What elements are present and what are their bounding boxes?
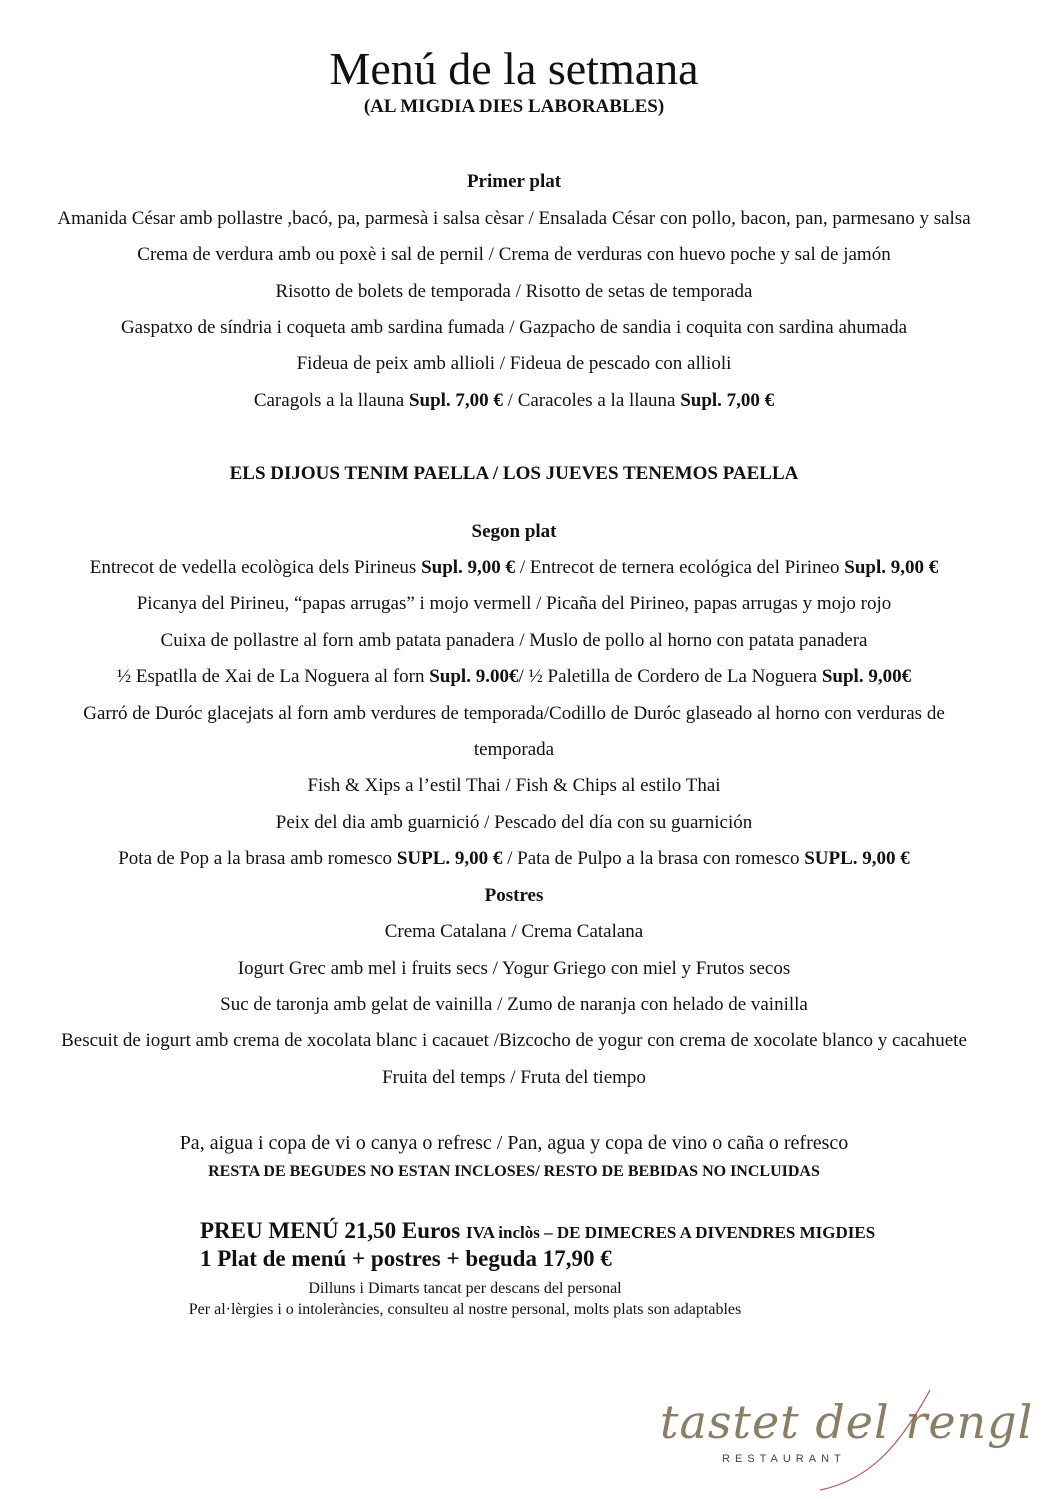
logo-name: tastet del rengl [660, 1395, 1034, 1449]
menu-item: Cuixa de pollastre al forn amb patata panadera / Muslo de pollo al horno con patata panadera [160, 630, 868, 651]
supplement-price: SUPL. 9,00 € [804, 848, 910, 869]
menu-item: Bescuit de iogurt amb crema de xocolata blanc i cacauet /Bizcocho de yogur con crema de xocolate blanco y cacahuete [61, 1030, 967, 1051]
page-subtitle: (AL MIGDIA DIES LABORABLES) [363, 96, 665, 117]
supplement-price: SUPL. 9,00 € [396, 848, 503, 869]
supplement-price: Supl. 9,00 € [844, 557, 939, 578]
postres-heading: Postres [484, 885, 544, 906]
item-text: Entrecot de vedella ecològica dels Pirineus [89, 557, 422, 578]
menu-item: Crema de verdura amb ou poxè i sal de pernil / Crema de verduras con huevo poche y sal de jamón [137, 244, 891, 265]
item-text: / Entrecot de ternera ecológica del Pirineo [515, 557, 845, 578]
menu-item: Fideua de peix amb allioli / Fideua de pescado con allioli [296, 353, 732, 374]
menu-item: Iogurt Grec amb mel i fruits secs / Yogur Griego con miel y Frutos secos [237, 958, 791, 979]
supplement-price: Supl. 7,00 € [408, 390, 503, 411]
supplement-price: Supl. 7,00 € [680, 390, 775, 411]
logo-subtitle: RESTAURANT [722, 1453, 846, 1465]
menu-item: Picanya del Pirineu, “papas arrugas” i mojo vermell / Picaña del Pirineo, papas arrugas y mojo rojo [136, 593, 892, 614]
drinks-included: Pa, aigua i copa de vi o canya o refresc / Pan, agua y copa de vino o caña o refresco [179, 1132, 849, 1154]
item-text: Pota de Pop a la brasa amb romesco [118, 848, 397, 869]
item-text: / ½ Paletilla de Cordero de La Noguera [518, 666, 822, 687]
logo-swoosh-icon [780, 1385, 940, 1495]
price-main: PREU MENÚ 21,50 Euros [200, 1218, 467, 1243]
supplement-price: Supl. 9,00 € [421, 557, 516, 578]
menu-item: Risotto de bolets de temporada / Risotto de setas de temporada [275, 281, 753, 302]
menu-item: Crema Catalana / Crema Catalana [384, 921, 644, 942]
menu-item: Suc de taronja amb gelat de vainilla / Zumo de naranja con helado de vainilla [220, 994, 808, 1015]
paella-notice: ELS DIJOUS TENIM PAELLA / LOS JUEVES TENEMOS PAELLA [229, 463, 799, 484]
menu-price [200, 1218, 1020, 1246]
item-text: / Pata de Pulpo a la brasa con romesco [502, 848, 805, 869]
allergies-note: Per al·lèrgies i o intoleràncies, consulteu al nostre personal, molts plats son adaptables [188, 1301, 742, 1318]
price-detail: IVA inclòs – DE DIMECRES A DIVENDRES MIGDIES [466, 1223, 876, 1242]
menu-item-espatlla [0, 665, 1028, 689]
menu-item-continued: temporada [473, 739, 555, 760]
supplement-price: Supl. 9,00€ [821, 666, 912, 687]
menu-item: Fish & Xips a l’estil Thai / Fish & Chips al estilo Thai [307, 775, 721, 796]
drinks-excluded: RESTA DE BEGUDES NO ESTAN INCLOSES/ RESTO DE BEBIDAS NO INCLUIDAS [208, 1163, 820, 1180]
item-text: / Caracoles a la llauna [502, 390, 681, 411]
page-title: Menú de la setmana [329, 43, 699, 94]
closed-days: Dilluns i Dimarts tancat per descans del personal [308, 1280, 622, 1297]
menu-item: Fruita del temps / Fruta del tiempo [382, 1067, 646, 1088]
menu-item-pota [0, 847, 1028, 871]
price-block [200, 1218, 1020, 1272]
primer-plat-heading: Primer plat [466, 171, 562, 192]
segon-plat-heading: Segon plat [471, 521, 557, 542]
restaurant-logo [660, 1395, 1034, 1475]
menu-item: Garró de Duróc glacejats al forn amb verdures de temporada/Codillo de Duróc glaseado al horno con verduras de [83, 703, 945, 724]
menu-item-caragols [0, 389, 1028, 413]
item-text: ½ Espatlla de Xai de La Noguera al forn [116, 666, 430, 687]
menu-item: Peix del dia amb guarnició / Pescado del día con su guarnición [275, 812, 753, 833]
item-text: Caragols a la llauna [253, 390, 409, 411]
single-dish-price: 1 Plat de menú + postres + beguda 17,90 € [200, 1246, 612, 1271]
menu-item: Amanida César amb pollastre ,bacó, pa, parmesà i salsa cèsar / Ensalada César con pollo, bacon, pan, parmesano y salsa [57, 208, 971, 229]
menu-item-entrecot [0, 556, 1028, 580]
supplement-price: Supl. 9.00€ [429, 666, 519, 687]
menu-item: Gaspatxo de síndria i coqueta amb sardina fumada / Gazpacho de sandia i coquita con sardina ahumada [120, 317, 908, 338]
